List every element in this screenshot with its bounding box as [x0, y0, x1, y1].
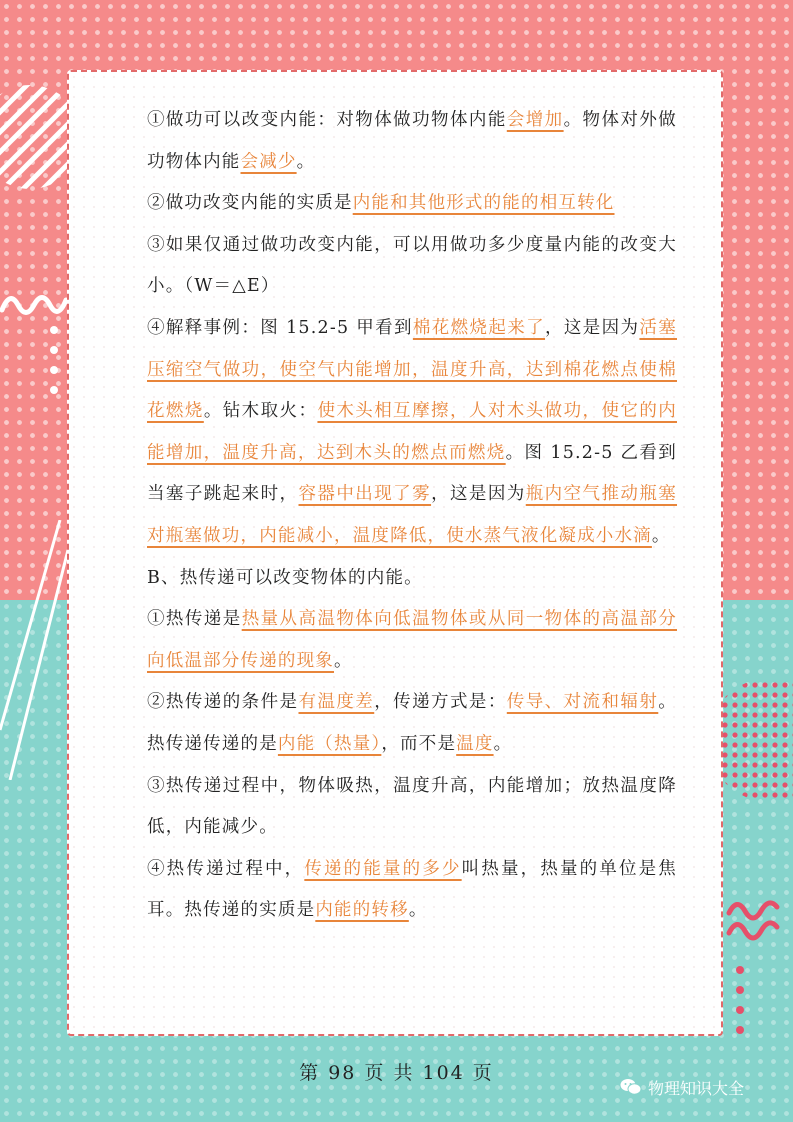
body-text: 。图 15.2-5 乙看到当塞子跳起来时， [147, 442, 677, 505]
answer-text: 传导、对流和辐射 [506, 692, 659, 713]
paragraph [147, 558, 677, 600]
answer-text: 传递的能量的多少 [304, 858, 462, 879]
answer-text: 有温度差 [298, 692, 375, 713]
page-number: 第 98 页 共 104 页 [299, 1062, 494, 1084]
body-text: 。物体对外做功物体内能 [147, 110, 677, 172]
body-text: ④解释事例：图 15.2-5 甲看到 [147, 317, 413, 338]
answer-text: 活塞压缩空气做功，使空气内能增加，温度升高，达到棉花燃点使棉花燃烧 [147, 317, 677, 422]
body-text: 叫热量，热量的单位是焦耳。热传递的实质是 [147, 858, 678, 921]
body-text: 。 [334, 650, 353, 671]
body-text: ，而不是 [381, 733, 457, 754]
zigzag-decoration [0, 280, 70, 320]
body-text: ③热传递过程中，物体吸热，温度升高，内能增加；放热温度降低，内能减少。 [147, 775, 677, 838]
answer-text: 内能和其他形式的能的相互转化 [352, 193, 615, 214]
paragraph [147, 599, 677, 682]
answer-text: 棉花燃烧起来了 [412, 317, 546, 338]
paragraph [147, 100, 677, 183]
body-text: ，这是因为 [431, 484, 526, 505]
body-text: 。 [493, 733, 513, 754]
right-dots-decoration [730, 960, 750, 1040]
paragraph [147, 225, 677, 308]
body-text: ②热传递的条件是 [147, 692, 299, 713]
dots-column-decoration [44, 320, 64, 400]
wechat-icon [620, 1078, 642, 1096]
body-text: ③如果仅通过做功改变内能，可以用做功多少度量内能的改变大小。（W＝△E） [147, 234, 677, 297]
content-card [67, 70, 723, 1036]
answer-text: 热量从高温物体向低温物体或从同一物体的高温部分向低温部分传递的现象 [147, 609, 677, 671]
paragraph [147, 766, 677, 849]
body-text: ，这是因为 [545, 317, 640, 338]
paragraph [147, 183, 677, 225]
body-text: ②做功改变内能的实质是 [147, 193, 353, 214]
body-text: B、热传递可以改变物体的内能。 [147, 567, 423, 588]
answer-text: 内能（热量） [277, 733, 382, 754]
body-text: ，传递方式是： [374, 692, 507, 713]
diagonal-lines-decoration [0, 520, 70, 780]
body-text: 。热传递传递的是 [147, 692, 677, 754]
answer-text: 内能的转移 [315, 900, 409, 921]
answer-text: 会增加 [506, 110, 564, 130]
paragraph [147, 682, 677, 765]
answer-text: 瓶内空气推动瓶塞对瓶塞做功，内能减小，温度降低，使水蒸气液化凝成小水滴 [147, 484, 678, 546]
answer-text: 使木头相互摩擦，人对木头做功，使它的内能增加，温度升高，达到木头的燃点而燃烧 [147, 401, 677, 463]
paragraph [147, 308, 677, 558]
right-zigzag-decoration [725, 895, 785, 945]
body-text: ④热传递过程中， [147, 858, 305, 879]
body-text: 。 [296, 151, 316, 172]
body-text: 。钻木取火： [203, 401, 318, 422]
content-body [147, 72, 677, 932]
paragraph [147, 849, 677, 932]
wechat-watermark [620, 1074, 790, 1100]
answer-text: 会减少 [240, 151, 297, 172]
body-text: 。 [408, 900, 428, 921]
body-text: ①热传递是 [147, 609, 242, 630]
watermark-text: 物理知识大全 [648, 1078, 745, 1098]
body-text: ①做功可以改变内能：对物体做功物体内能 [147, 110, 507, 130]
answer-text: 容器中出现了雾 [298, 484, 432, 505]
answer-text: 温度 [456, 733, 494, 754]
body-text: 。 [651, 525, 671, 546]
